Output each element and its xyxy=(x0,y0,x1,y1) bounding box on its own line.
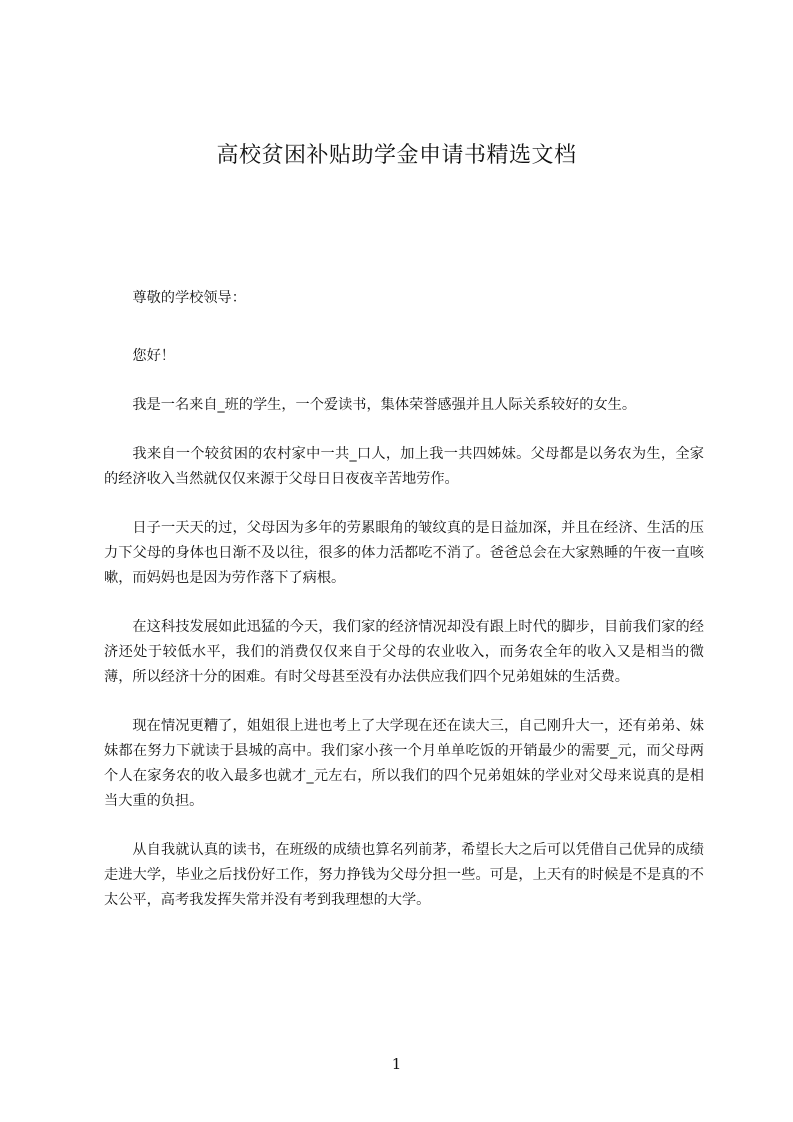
paragraph: 在这科技发展如此迅猛的今天，我们家的经济情况却没有跟上时代的脚步，目前我们家的经济还处于较低水平，我们的消费仅仅来自于父母的农业收入，而务农全年的收入又是相当的微薄，所以经济十分的困难。有时父母甚至没有办法供应我们四个兄弟姐妹的生活费。 xyxy=(104,619,704,685)
page-number: 1 xyxy=(391,1055,402,1073)
paragraph: 我是一名来自_班的学生，一个爱读书，集体荣誉感强并且人际关系较好的女生。 xyxy=(132,397,637,413)
document-body xyxy=(104,286,704,937)
document-title: 高校贫困补贴助学金申请书精选文档 xyxy=(216,143,577,168)
paragraph-salutation: 尊敬的学校领导： xyxy=(132,290,246,306)
paragraph: 日子一天天的过，父母因为多年的劳累眼角的皱纹真的是日益加深，并且在经济、生活的压力下父母的身体也日渐不及以往，很多的体力活都吃不消了。爸爸总会在大家熟睡的午夜一直咳嗽，而妈妈也是因为劳作落下了病根。 xyxy=(104,520,704,586)
paragraph: 我来自一个较贫困的农村家中一共_口人，加上我一共四姊妹。父母都是以务农为生，全家的经济收入当然就仅仅来源于父母日日夜夜辛苦地劳作。 xyxy=(104,446,704,487)
paragraph: 从自我就认真的读书，在班级的成绩也算名列前茅，希望长大之后可以凭借自己优异的成绩走进大学，毕业之后找份好工作，努力挣钱为父母分担一些。可是，上天有的时候是不是真的不太公平，高考我发挥失常并没有考到我理想的大学。 xyxy=(104,842,704,908)
paragraph: 现在情况更糟了，姐姐很上进也考上了大学现在还在读大三，自己刚升大一，还有弟弟、妹妹都在努力下就读于县城的高中。我们家小孩一个月单单吃饭的开销最少的需要_元，而父母两个人在家务农的收入最多也就才_元左右，所以我们的四个兄弟姐妹的学业对父母来说真的是相当大重的负担。 xyxy=(104,718,704,809)
paragraph-greeting: 您好！ xyxy=(132,348,175,364)
